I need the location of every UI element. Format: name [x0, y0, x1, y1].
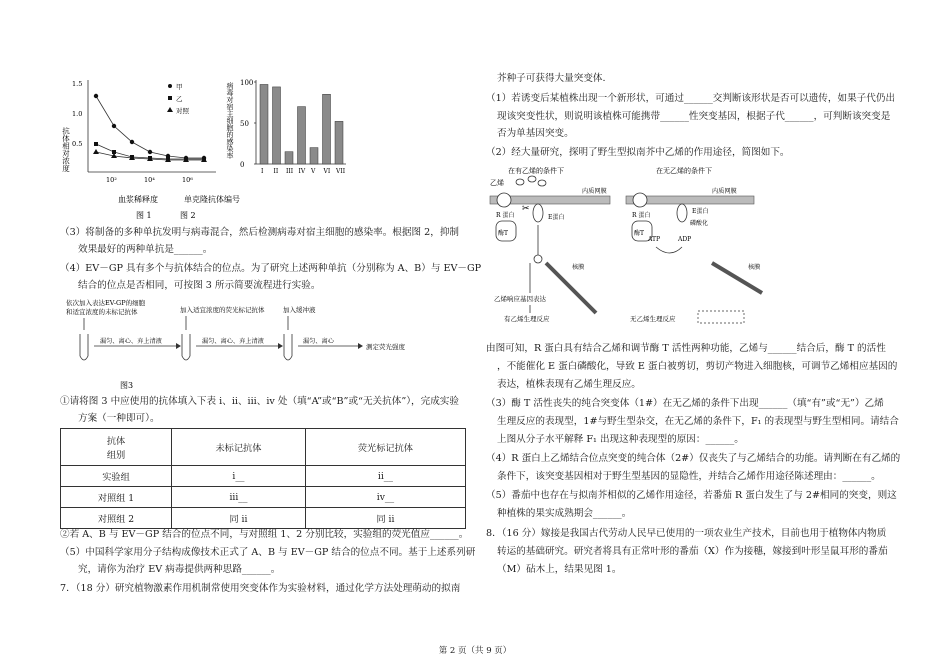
diag-nucleus-right: 核膜	[748, 264, 761, 271]
r-line-2: 现该突变性状，则说明该植株可能携带______性突变基因，根据子代______，可判断该突变是	[497, 111, 891, 122]
diag-gene-expr: 乙烯响应基因表达	[494, 295, 546, 303]
ethylene-pathway-diagram	[486, 163, 786, 325]
qi-line-1: ①请将图 3 中应使用的抗体填入下表 i、ii、iii、iv 处（填“A”或“B”或“无关抗体”），完成实验	[60, 396, 459, 407]
r-line-3: 否为单基因突变。	[497, 128, 574, 139]
r-line-14: 种植株的果实成熟期会______。	[497, 508, 632, 519]
diag-er-left: 内质网膜	[582, 188, 607, 195]
diag-er-right: 内质网膜	[712, 188, 737, 195]
r-line-9: 生理反应的表现型，1#与野生型杂交，在无乙烯的条件下，F₁ 的表现型与野生型相同。请结合	[497, 416, 899, 427]
fig2-category-label: III	[286, 168, 294, 175]
fig2-category-label: V	[311, 168, 316, 175]
table-cell: 实验组	[61, 466, 172, 487]
fig1-point	[112, 124, 116, 128]
diag-atp: ATP	[648, 236, 661, 243]
table-header-unlabeled: 未标记抗体	[172, 429, 306, 466]
diag-no-response: 无乙烯生理反应	[630, 315, 676, 323]
table-header-group: 组别	[106, 450, 126, 461]
fig2-bar-V	[310, 148, 318, 164]
antibody-table	[60, 428, 466, 529]
table-row	[61, 487, 466, 508]
fig3-step1b: 和适宜浓度的未标记抗体	[66, 308, 138, 316]
fig2-y-label: 病毒对宿主细胞的感染率	[226, 82, 234, 159]
table-cell: ii__	[305, 466, 465, 487]
r-line-5: 由图可知，R 蛋白具有结合乙烯和调节酶 T 活性两种功能，乙烯与______结合后，酶 T 的活性	[486, 343, 886, 354]
r-line-7: 表达，植株表现有乙烯生理反应。	[497, 379, 641, 390]
r-line-17: （M）砧木上，结果见图 1。	[497, 564, 622, 575]
fig1-ytick-1: 1.5	[72, 80, 83, 88]
fig2-xlabel: 单克隆抗体编号	[184, 195, 240, 204]
fig3-wash3: 漏匀、离心	[303, 338, 334, 345]
r-line-4: （2）经大量研究，探明了野生型拟南芥中乙烯的作用途径，简图如下。	[486, 147, 790, 158]
q4-line-2: 结合的位点是否相同，可按图 3 所示简要流程进行实验。	[78, 280, 321, 291]
fig1-point	[94, 142, 98, 146]
diag-ethylene: 乙烯	[490, 179, 504, 187]
fig3-step1: 依次加入表达EV-GP的细胞	[66, 299, 146, 307]
fig3-final: 测定荧光强度	[366, 343, 405, 351]
r-line-8: （3）酶 T 活性丧失的纯合突变体（1#）在无乙烯的条件下出现______（填“有”或“无”）乙烯	[486, 398, 884, 409]
table-cell: iv__	[305, 487, 465, 508]
r-line-1: （1）若诱变后某植株出现一个新形状，可通过______交判断该形状是否可以遗传，如果子代仍出	[486, 93, 896, 104]
table-row	[61, 508, 466, 529]
table-header-antibody: 抗体	[106, 436, 126, 447]
r-line-13: （5）番茄中也存在与拟南芥相似的乙烯作用途径，若番茄 R 蛋白发生了与 2#相同的突变，则这	[486, 490, 897, 501]
qi-line-2: 方案（一种即可）。	[78, 413, 160, 424]
fig2-ytick: 100	[240, 79, 254, 87]
fig3-wash2: 漏匀、离心、弃上清液	[202, 338, 264, 345]
r-line-10: 上图从分子水平解释 F₁ 出现这种表现型的原因：______。	[497, 434, 744, 445]
q5-line-1: （5）中国科学家用分子结构成像技术正式了 A、B 与 EV－GP 结合的位点不同。基于上述系列研	[60, 547, 476, 558]
fig2-ytick: 0	[240, 161, 245, 169]
fig2-category-label: VII	[336, 168, 346, 175]
fig1-legend-2: 乙	[176, 95, 183, 103]
fig1-legend-3: 对照	[176, 107, 189, 115]
diag-enzyme-t-left: 酶T	[498, 230, 509, 237]
table-cell: i__	[172, 466, 306, 487]
fig2-category-label: VI	[323, 168, 331, 175]
diag-nucleus-left: 核膜	[572, 264, 585, 271]
page-footer: 第 2 页（共 9 页）	[438, 646, 512, 656]
fig1-y-label: 抗体相对浓度	[61, 127, 71, 172]
r-line-15: 8．（16 分）嫁接是我国古代劳动人民早已使用的一项农业生产技术，目前也用于植物体内物质	[486, 528, 887, 539]
fig3-step2: 加入适宜浓度的荧光标记抗体	[180, 306, 265, 314]
fig1-caption: 图 1	[136, 211, 152, 220]
table-cell: 对照组 1	[61, 487, 172, 508]
diag-enzyme-t-right: 酶T	[634, 230, 645, 237]
fig2-caption: 图 2	[180, 211, 196, 220]
diag-has-response: 有乙烯生理反应	[504, 315, 550, 323]
table-row	[61, 466, 466, 487]
q5-line-2: 究，请你为治疗 EV 病毒提供两种思路______。	[78, 564, 281, 575]
r-line-6: ，不能催化 E 蛋白磷酸化，导致 E 蛋白被剪切，剪切产物进入细胞核，可调节乙烯相应基因的	[497, 361, 898, 372]
diag-right-title: 在无乙烯的条件下	[656, 167, 712, 175]
fig1-point	[93, 149, 99, 154]
table-cell: 对照组 2	[61, 508, 172, 529]
r-line-0: 芥种子可获得大量突变体.	[497, 73, 606, 84]
q3-line-1: （3）将制备的多种单抗发明与病毒混合，然后检测病毒对宿主细胞的感染率。根据图 2，抑制	[60, 227, 460, 238]
figure-3-procedure	[58, 296, 468, 392]
fig1-point	[148, 150, 152, 154]
q7-line: 7．（18 分）研究植物激素作用机制常使用突变体作为实验材料，通过化学方法处理萌动的拟南	[60, 583, 461, 594]
fig2-category-label: I	[261, 168, 264, 175]
fig2-bar-VII	[335, 121, 343, 164]
q4-line-1: （4）EV－GP 具有多个与抗体结合的位点。为了研究上述两种单抗（分别称为 A、B）与 EV－GP	[60, 263, 482, 274]
diag-phos: 磷酸化	[690, 220, 709, 227]
fig3-wash1: 漏匀、离心、弃上清液	[100, 338, 162, 345]
q3-line-2: 效果最好的两种单抗是______。	[78, 244, 213, 255]
fig2-category-label: II	[273, 168, 279, 175]
fig1-x-label: 血浆稀释度	[118, 195, 158, 204]
fig3-caption: 图3	[120, 381, 134, 390]
diag-adp: ADP	[678, 236, 692, 243]
r-line-16: 转运的基础研究。研究者将具有正常叶形的番茄（X）作为接穗，嫁接到叶形呈鼠耳形的番茄	[497, 546, 888, 557]
r-line-11: （4）R 蛋白上乙烯结合位点突变的纯合体（2#）仅丧失了与乙烯结合的功能。请判断在有乙烯的	[486, 453, 901, 464]
table-cell: 同 ii	[305, 508, 465, 529]
fig3-step3: 加入缓冲液	[283, 306, 316, 314]
table-header-fluorescent: 荧光标记抗体	[305, 429, 465, 466]
fig2-bar-VI	[323, 94, 331, 164]
diag-left-title: 在有乙烯的条件下	[508, 167, 564, 175]
fig2-bar-III	[285, 152, 293, 164]
table-cell: 同 ii	[172, 508, 306, 529]
fig1-point	[94, 94, 98, 98]
fig1-ytick-3: 0.5	[72, 140, 83, 148]
fig2-bar-II	[273, 87, 281, 164]
fig1-xtick-2: 10⁴	[144, 176, 155, 184]
table-cell: iii__	[172, 487, 306, 508]
fig2-ytick: 50	[240, 120, 249, 128]
r-line-12: 条件下，该突变基因相对于野生型基因的显隐性，并结合乙烯作用途径陈述理由：______。	[497, 471, 881, 482]
fig1-legend-1: 甲	[176, 83, 183, 91]
diag-e-protein-right: E蛋白	[692, 208, 709, 215]
qii-line: ②若 A、B 与 EV－GP 结合的位点不同，与对照组 1、2 分别比较，实验组的荧光值应______。	[60, 529, 469, 540]
fig2-category-label: IV	[298, 168, 306, 175]
fig1-point	[130, 140, 134, 144]
fig1-xtick-3: 10⁶	[182, 176, 193, 184]
fig1-ytick-2: 1.0	[72, 110, 83, 118]
fig2-bar-I	[260, 84, 268, 164]
fig1-xtick-1: 10²	[106, 176, 117, 184]
scissors-icon: ✂	[522, 204, 530, 214]
diag-r-protein-left: R 蛋白	[496, 212, 515, 219]
diag-r-protein-right: R 蛋白	[632, 212, 651, 219]
fig2-bar-IV	[298, 107, 306, 164]
diag-e-protein-left: E蛋白	[548, 214, 565, 221]
table-header-corner	[61, 429, 172, 466]
